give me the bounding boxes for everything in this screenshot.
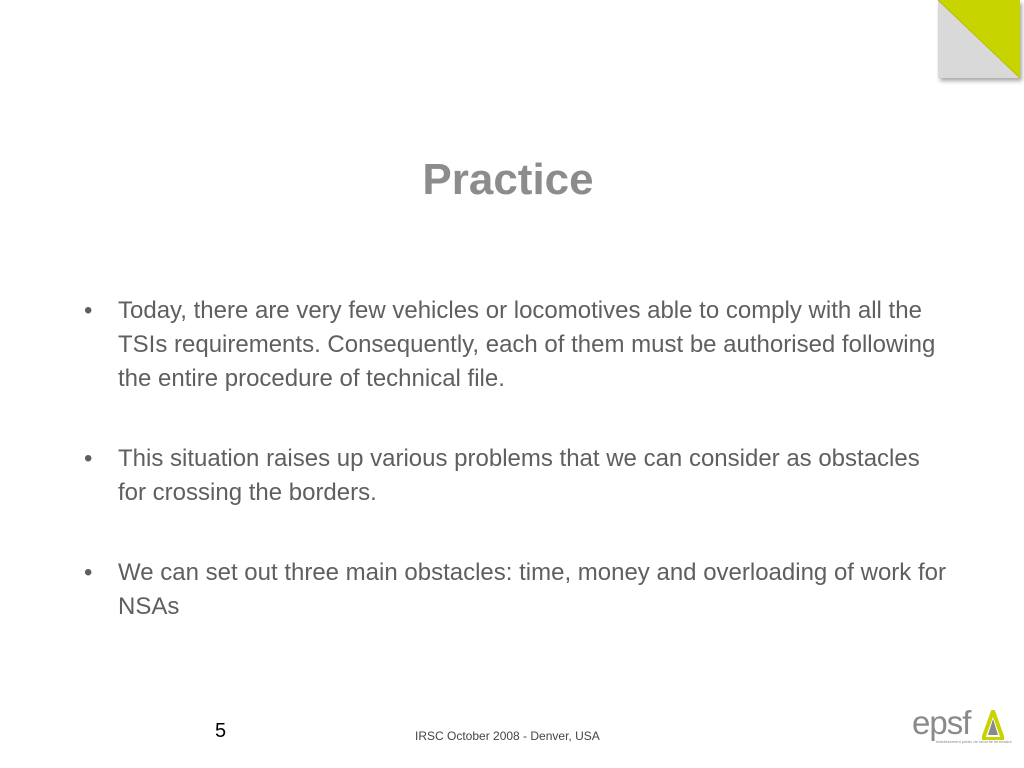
bullet-list bbox=[80, 294, 950, 670]
slide-title: Practice bbox=[422, 155, 594, 204]
bullet-icon: • bbox=[84, 559, 93, 586]
bullet-icon: • bbox=[84, 297, 93, 324]
list-item bbox=[80, 442, 950, 510]
logo-tagline: établissement public de sécurité ferroviaire bbox=[936, 739, 1012, 744]
bullet-icon: • bbox=[84, 445, 93, 472]
list-item bbox=[80, 556, 950, 624]
corner-decoration bbox=[929, 0, 1024, 95]
bullet-text: Today, there are very few vehicles or locomotives able to comply with all the TSIs requirements. Consequently, each of them must be authorised following the entire procedure of technical file. bbox=[118, 297, 936, 392]
logo-wordmark: epsf bbox=[912, 704, 971, 741]
footer-caption: IRSC October 2008 - Denver, USA bbox=[415, 729, 600, 743]
list-item bbox=[80, 294, 950, 396]
bullet-text: This situation raises up various problems that we can consider as obstacles for crossing the borders. bbox=[118, 445, 920, 506]
corner-decoration-graphic bbox=[929, 0, 1024, 95]
epsf-logo bbox=[912, 704, 1012, 748]
bullet-text: We can set out three main obstacles: time, money and overloading of work for NSAs bbox=[118, 559, 946, 620]
page-number: 5 bbox=[215, 720, 227, 742]
